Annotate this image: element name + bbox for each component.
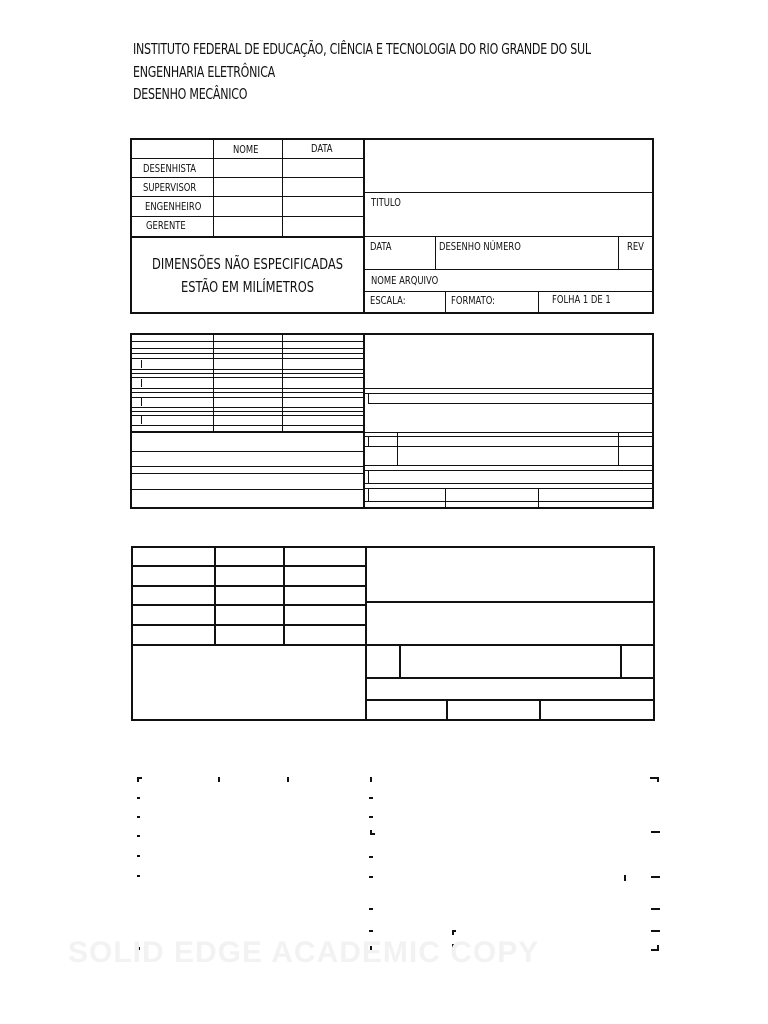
desenho-numero-label: DESENHO NÚMERO [439,240,521,253]
course-name: ENGENHARIA ELETRÔNICA [133,63,276,81]
subject-name: DESENHO MECÂNICO [133,85,248,103]
data-label: DATA [370,240,392,253]
rev-label: REV [627,240,644,253]
dim-note-line1: DIMENSÕES NÃO ESPECIFICADAS [152,255,343,273]
watermark: SOLID EDGE ACADEMIC COPY [68,936,540,969]
row-desenhista-label: DESENHISTA [143,162,197,175]
titulo-label: TITULO [371,196,401,209]
col-data-label: DATA [311,142,333,155]
folha-label: FOLHA 1 DE 1 [552,293,611,306]
row-gerente-label: GERENTE [146,219,186,232]
row-engenheiro-label: ENGENHEIRO [145,200,202,213]
col-nome-label: NOME [233,143,259,156]
dim-note-line2: ESTÃO EM MILÍMETROS [180,278,315,296]
nome-arquivo-label: NOME ARQUIVO [371,274,439,287]
formato-label: FORMATO: [451,294,496,307]
escala-label: ESCALA: [370,294,406,307]
title-block-3-frame [131,546,655,721]
institution-name: INSTITUTO FEDERAL DE EDUCAÇÃO, CIÊNCIA E TECNOLOGIA DO RIO GRANDE DO SUL [133,40,591,58]
row-supervisor-label: SUPERVISOR [143,181,197,194]
